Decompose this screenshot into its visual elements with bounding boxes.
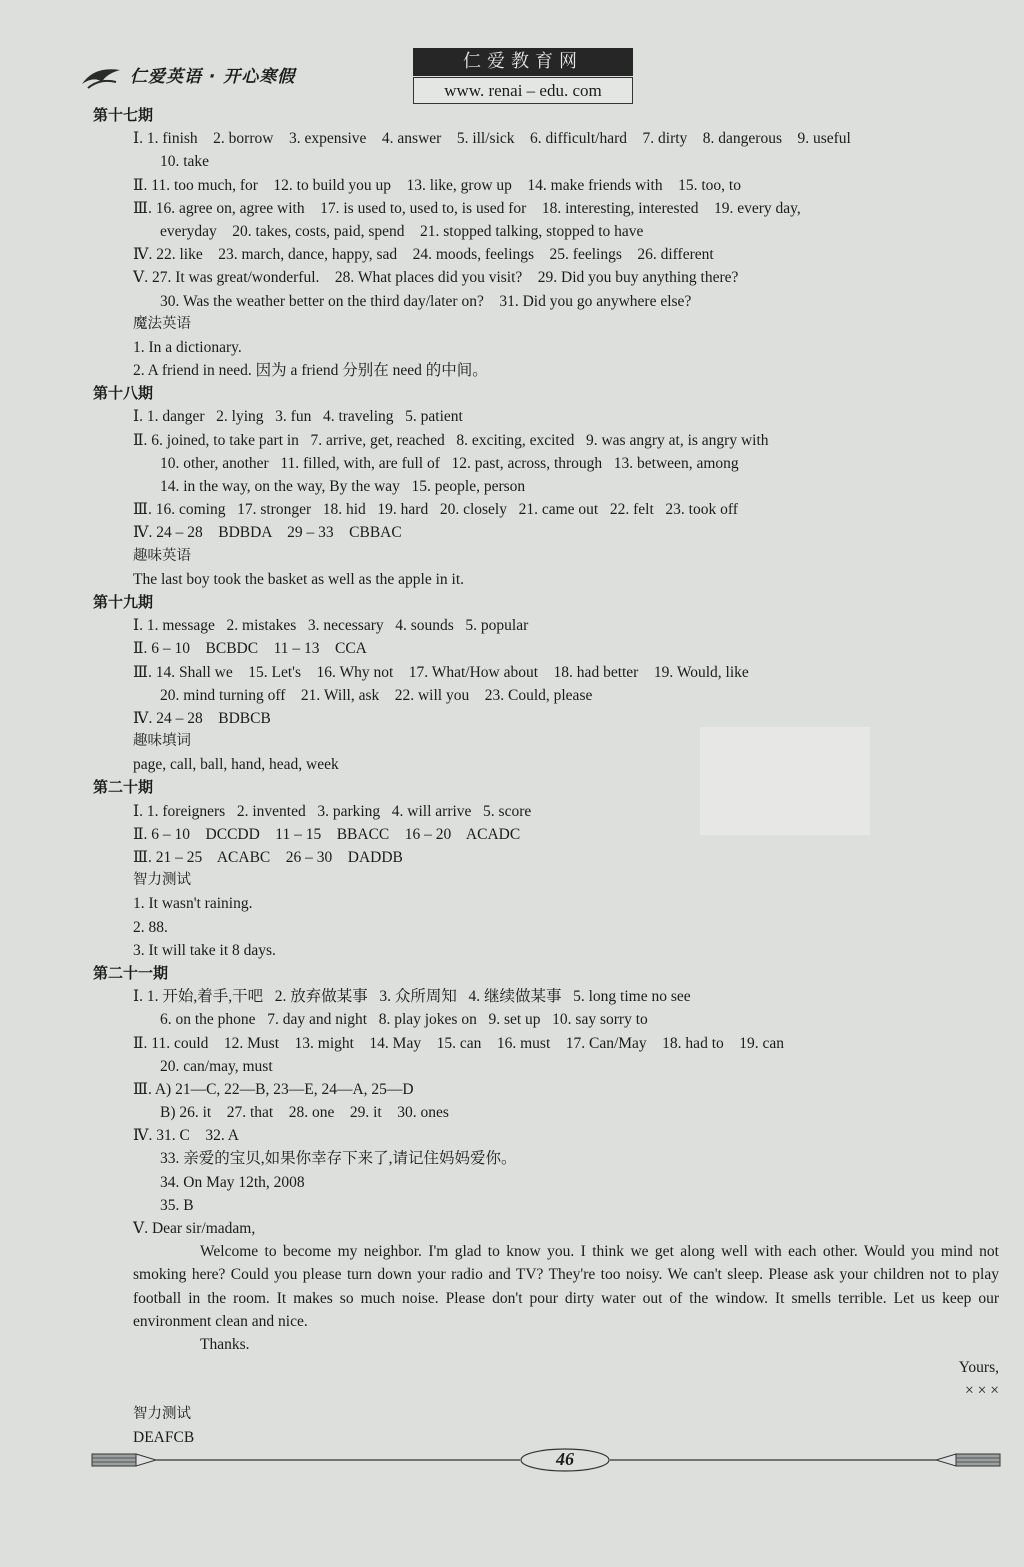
answer-line: 2. A friend in need. 因为 a friend 分别在 need 的中间。 xyxy=(133,362,488,380)
answer-line: 34. On May 12th, 2008 xyxy=(160,1173,305,1191)
letter xyxy=(93,1240,999,1356)
letter-signature: × × × xyxy=(965,1382,999,1400)
answer-line: Ⅲ. 16. agree on, agree with 17. is used to, used to, is used for 18. interesting, interested 19. every day, xyxy=(133,199,801,217)
series-title: 仁爱英语 · 开心寒假 xyxy=(130,67,296,87)
answer-line: 2. 88. xyxy=(133,918,168,936)
issue-heading: 第二十一期 xyxy=(93,963,169,982)
answer-line: Ⅲ. 16. coming 17. stronger 18. hid 19. hard 20. closely 21. came out 22. felt 23. took off xyxy=(133,501,738,519)
answer-line: 智力测试 xyxy=(133,1405,191,1422)
answer-line: 33. 亲爱的宝贝,如果你幸存下来了,请记住妈妈爱你。 xyxy=(160,1150,517,1168)
issue-heading: 第十九期 xyxy=(93,592,154,611)
letter-thanks: Thanks. xyxy=(200,1336,250,1353)
page-header xyxy=(80,44,640,104)
answer-line: Ⅴ. Dear sir/madam, xyxy=(133,1220,256,1237)
bird-logo-icon xyxy=(80,62,124,92)
answer-line: 35. B xyxy=(160,1196,194,1214)
answer-line: 20. mind turning off 21. Will, ask 22. will you 23. Could, please xyxy=(160,686,593,704)
answer-line: 1. In a dictionary. xyxy=(133,338,242,356)
answer-line: 趣味英语 xyxy=(133,547,191,564)
answer-line: 30. Was the weather better on the third day/later on? 31. Did you go anywhere else? xyxy=(160,292,692,310)
answer-line: Ⅱ. 6. joined, to take part in 7. arrive, get, reached 8. exciting, excited 9. was angry at, is angry with xyxy=(133,431,769,449)
website-url: www. renai – edu. com xyxy=(413,77,633,104)
answer-line: Ⅲ. 21 – 25 ACABC 26 – 30 DADDB xyxy=(133,849,403,866)
answer-line: 14. in the way, on the way, By the way 15. people, person xyxy=(160,478,526,495)
answer-line: 智力测试 xyxy=(133,872,191,889)
answer-line: Ⅴ. 27. It was great/wonderful. 28. What places did you visit? 29. Did you buy anything there? xyxy=(133,269,739,287)
answer-line: Ⅰ. 1. danger 2. lying 3. fun 4. traveling 5. patient xyxy=(133,408,463,426)
answer-line: The last boy took the basket as well as the apple in it. xyxy=(133,570,465,588)
issue-heading: 第十七期 xyxy=(93,106,154,124)
answer-line: page, call, ball, hand, head, week xyxy=(133,756,339,774)
answer-line: everyday 20. takes, costs, paid, spend 21. stopped talking, stopped to have xyxy=(160,222,644,240)
answer-line: 10. take xyxy=(160,153,210,171)
answer-line: 趣味填词 xyxy=(133,733,191,750)
issue-heading: 第十八期 xyxy=(93,384,154,403)
answer-line: Ⅱ. 11. too much, for 12. to build you up 13. like, grow up 14. make friends with 15. too, to xyxy=(133,176,741,194)
answer-line: 魔法英语 xyxy=(133,315,191,332)
final-section xyxy=(93,1403,1005,1449)
letter-closing: Yours, xyxy=(958,1359,999,1377)
page-footer xyxy=(90,1446,1002,1476)
answer-line: Ⅲ. 14. Shall we 15. Let's 16. Why not 17. What/How about 18. had better 19. Would, like xyxy=(133,663,749,681)
answer-line: Ⅰ. 1. finish 2. borrow 3. expensive 4. answer 5. ill/sick 6. difficult/hard 7. dirty 8. dangerous 9. useful xyxy=(133,130,851,148)
answer-line: Ⅰ. 1. foreigners 2. invented 3. parking 4. will arrive 5. score xyxy=(133,802,532,820)
answer-line: 6. on the phone 7. day and night 8. play jokes on 9. set up 10. say sorry to xyxy=(160,1011,648,1029)
answer-line: Ⅱ. 11. could 12. Must 13. might 14. May 15. can 16. must 17. Can/May 18. had to 19. can xyxy=(133,1034,785,1052)
answer-line: Ⅳ. 24 – 28 BDBDA 29 – 33 CBBAC xyxy=(133,524,402,542)
answer-line: 3. It will take it 8 days. xyxy=(133,941,276,959)
letter-body: Welcome to become my neighbor. I'm glad to know you. I think we get along well with each other. Would you mind not smoking here? Could you please turn down your radio and TV? They're too noisy. We can't sleep. Please ask your children not to play football in the room. It makes so much noise. Please don't pour dirty water out of the window. It smells terrible. Let us keep our environment clean and nice. xyxy=(133,1243,999,1330)
answer-line: B) 26. it 27. that 28. one 29. it 30. ones xyxy=(160,1104,449,1122)
answer-line: Ⅱ. 6 – 10 BCBDC 11 – 13 CCA xyxy=(133,640,367,658)
answer-line: Ⅰ. 1. message 2. mistakes 3. necessary 4. sounds 5. popular xyxy=(133,617,529,635)
answer-lines xyxy=(93,104,1005,1240)
website-name: 仁爱教育网 xyxy=(413,48,633,76)
answer-line: Ⅰ. 1. 开始,着手,干吧 2. 放弃做某事 3. 众所周知 4. 继续做某事 5. long time no see xyxy=(133,988,691,1006)
answer-line: Ⅱ. 6 – 10 DCCDD 11 – 15 BBACC 16 – 20 ACADC xyxy=(133,825,521,843)
answer-line: Ⅳ. 22. like 23. march, dance, happy, sad 24. moods, feelings 25. feelings 26. different xyxy=(133,246,714,264)
answer-line: Ⅳ. 24 – 28 BDBCB xyxy=(133,709,271,727)
answer-line: Ⅲ. A) 21—C, 22—B, 23—E, 24—A, 25—D xyxy=(133,1080,414,1098)
issue-heading: 第二十期 xyxy=(93,778,154,797)
blank-patch xyxy=(700,727,870,835)
website-box xyxy=(413,48,633,104)
page-number: 46 xyxy=(556,1449,574,1469)
answer-line: Ⅳ. 31. C 32. A xyxy=(133,1127,239,1145)
answer-line: 20. can/may, must xyxy=(160,1057,273,1075)
answer-line: 10. other, another 11. filled, with, are full of 12. past, across, through 13. between, among xyxy=(160,454,739,472)
answer-line: 1. It wasn't raining. xyxy=(133,895,253,913)
answer-line: DEAFCB xyxy=(133,1428,195,1446)
